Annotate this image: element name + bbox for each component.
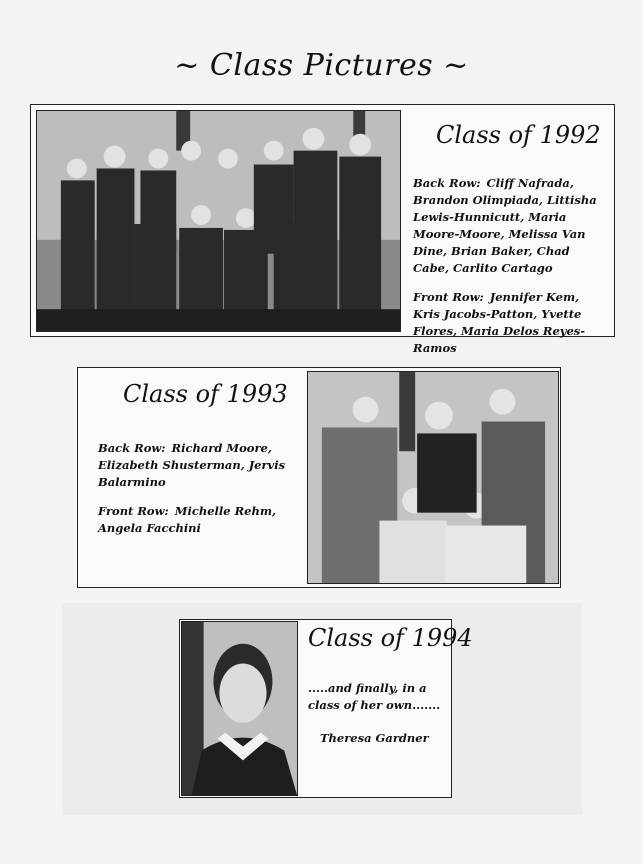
class-1992-group-photo	[36, 110, 401, 332]
class-1992-heading: Class of 1992	[436, 121, 601, 149]
back-row-label: Back Row:	[413, 176, 481, 190]
back-row-names: Richard Moore, Elizabeth Shusterman, Jervis Balarmino	[98, 441, 286, 489]
class-1994-intro: .....and finally, in a class of her own.......	[308, 681, 441, 712]
class-1992-front-row	[413, 289, 609, 357]
class-1993-panel	[77, 367, 561, 588]
class-1993-front-row	[98, 503, 298, 537]
class-1992-caption	[413, 175, 609, 369]
class-1994-panel	[179, 619, 473, 798]
class-1992-panel	[30, 104, 615, 355]
front-row-names: Jennifer Kem, Kris Jacobs-Patton, Yvette Flores, Maria Delos Reyes-Ramos	[413, 290, 586, 355]
class-1992-back-row	[413, 175, 609, 277]
page-title: ~ Class Pictures ~	[174, 48, 469, 83]
class-1993-heading: Class of 1993	[123, 380, 288, 408]
class-1994-portrait-photo	[181, 621, 298, 796]
class-1994-name: Theresa Gardner	[320, 731, 429, 745]
back-row-names: Cliff Nafrada, Brandon Olimpiada, Littisha Lewis-Hunnicutt, Maria Moore-Moore, Melissa Van Dine, Brian Baker, Chad Cabe, Carlito Cartago	[413, 176, 597, 275]
back-row-label: Back Row:	[98, 441, 166, 455]
class-1994-heading: Class of 1994	[308, 624, 473, 652]
front-row-label: Front Row:	[413, 290, 484, 304]
front-row-names: Michelle Rehm, Angela Facchini	[98, 504, 276, 535]
class-1993-back-row	[98, 440, 298, 491]
front-row-label: Front Row:	[98, 504, 169, 518]
class-1993-caption	[98, 440, 298, 549]
class-1993-group-photo	[307, 371, 559, 584]
